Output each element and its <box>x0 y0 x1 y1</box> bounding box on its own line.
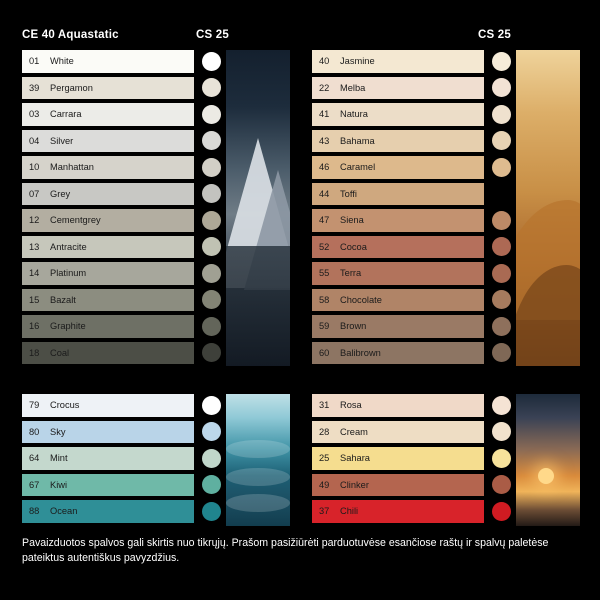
swatch-code: 55 <box>319 268 330 279</box>
swatch-code: 39 <box>29 82 40 93</box>
swatch-name: Rosa <box>340 400 362 411</box>
disclaimer-text: Pavaizduotos spalvos gali skirtis nuo tikrųjų. Prašom pasižiūrėti parduotuvėse esančiose raštų ir spalvų paletėse pateiktus autentiškus pavyzdžius. <box>22 537 549 565</box>
swatch-color-dot <box>492 290 511 309</box>
swatch-bar <box>22 289 194 312</box>
swatch-name: Grey <box>50 188 71 199</box>
swatch-name: Platinum <box>50 268 87 279</box>
swatch-color-dot <box>202 502 221 521</box>
swatch-color-dot <box>202 52 221 71</box>
swatch-bar <box>22 209 194 232</box>
swatch-color-dot <box>492 52 511 71</box>
swatch-code: 58 <box>319 294 330 305</box>
swatch-bar <box>22 447 194 470</box>
swatch-code: 47 <box>319 215 330 226</box>
swatch-bar <box>312 103 484 126</box>
swatch-code: 01 <box>29 56 40 67</box>
swatch-bar <box>312 50 484 73</box>
swatch-name: Coal <box>50 347 70 358</box>
swatch-code: 15 <box>29 294 40 305</box>
sunset-birds-photo <box>516 394 580 526</box>
swatch-name: Cream <box>340 426 368 437</box>
swatch-name: Bazalt <box>50 294 76 305</box>
swatch-bar <box>22 500 194 523</box>
swatch-bar <box>312 209 484 232</box>
swatch-code: 43 <box>319 135 330 146</box>
swatch-code: 37 <box>319 506 330 517</box>
swatch-name: White <box>50 56 74 67</box>
swatch-color-dot <box>202 475 221 494</box>
swatch-color-dot <box>492 184 511 203</box>
swatch-code: 12 <box>29 215 40 226</box>
sun-shape <box>538 468 554 484</box>
swatch-color-dot <box>492 343 511 362</box>
swatch-code: 16 <box>29 321 40 332</box>
swatch-code: 44 <box>319 188 330 199</box>
swatch-color-dot <box>492 78 511 97</box>
swatch-bar <box>22 156 194 179</box>
swatch-color-dot <box>492 211 511 230</box>
swatch-name: Ocean <box>50 506 78 517</box>
swatch-bar <box>22 315 194 338</box>
swatch-code: 18 <box>29 347 40 358</box>
swatch-bar <box>312 289 484 312</box>
swatch-bar <box>22 421 194 444</box>
swatch-bar <box>22 103 194 126</box>
swatch-name: Crocus <box>50 400 80 411</box>
swatch-code: 03 <box>29 109 40 120</box>
swatch-bar <box>22 50 194 73</box>
swatch-code: 07 <box>29 188 40 199</box>
swatch-name: Sahara <box>340 453 370 464</box>
swatch-code: 64 <box>29 453 40 464</box>
swatch-name: Silver <box>50 135 74 146</box>
swatch-color-dot <box>202 158 221 177</box>
swatch-name: Cocoa <box>340 241 367 252</box>
swatch-name: Balibrown <box>340 347 381 358</box>
swatch-name: Melba <box>340 82 366 93</box>
swatch-color-dot <box>202 131 221 150</box>
swatch-name: Carrara <box>50 109 82 120</box>
swatch-bar <box>312 183 484 206</box>
swatch-bar <box>22 394 194 417</box>
swatch-name: Chocolate <box>340 294 382 305</box>
swatch-bar <box>312 262 484 285</box>
swatch-color-dot <box>492 158 511 177</box>
wave-shape-one <box>226 440 290 458</box>
swatch-name: Pergamon <box>50 82 93 93</box>
mountain-foreground-shade <box>226 246 290 366</box>
swatch-bar <box>312 421 484 444</box>
swatch-name: Toffi <box>340 188 357 199</box>
swatch-color-dot <box>492 502 511 521</box>
swatch-bar <box>22 474 194 497</box>
swatch-code: 22 <box>319 82 330 93</box>
swatch-name: Terra <box>340 268 362 279</box>
desert-dunes-photo <box>516 50 580 366</box>
swatch-name: Cementgrey <box>50 215 101 226</box>
swatch-name: Natura <box>340 109 368 120</box>
swatch-bar <box>312 77 484 100</box>
swatch-code: 80 <box>29 426 40 437</box>
swatch-color-dot <box>492 237 511 256</box>
swatch-bar <box>22 342 194 365</box>
swatch-name: Brown <box>340 321 367 332</box>
swatch-code: 41 <box>319 109 330 120</box>
swatch-bar <box>22 262 194 285</box>
swatch-color-dot <box>492 475 511 494</box>
swatch-color-dot <box>202 237 221 256</box>
swatch-name: Jasmine <box>340 56 375 67</box>
swatch-color-dot <box>202 449 221 468</box>
swatch-code: 60 <box>319 347 330 358</box>
wave-shape-three <box>226 494 290 512</box>
swatch-color-dot <box>202 317 221 336</box>
swatch-color-dot <box>202 184 221 203</box>
swatch-name: Bahama <box>340 135 375 146</box>
swatch-code: 49 <box>319 479 330 490</box>
mountain-photo <box>226 50 290 366</box>
swatch-color-dot <box>202 78 221 97</box>
swatch-color-dot <box>492 264 511 283</box>
swatch-color-dot <box>492 449 511 468</box>
swatch-code: 14 <box>29 268 40 279</box>
left-cs-label: CS 25 <box>196 29 229 41</box>
swatch-color-dot <box>202 290 221 309</box>
swatch-name: Mint <box>50 453 68 464</box>
swatch-color-dot <box>202 211 221 230</box>
right-cs-label: CS 25 <box>478 29 511 41</box>
swatch-color-dot <box>202 264 221 283</box>
swatch-code: 88 <box>29 506 40 517</box>
swatch-name: Clinker <box>340 479 369 490</box>
swatch-code: 67 <box>29 479 40 490</box>
swatch-color-dot <box>492 396 511 415</box>
swatch-code: 13 <box>29 241 40 252</box>
left-section-title: CE 40 Aquastatic <box>22 29 119 41</box>
swatch-bar <box>312 130 484 153</box>
swatch-bar <box>22 130 194 153</box>
swatch-bar <box>312 500 484 523</box>
swatch-color-dot <box>202 105 221 124</box>
swatch-code: 79 <box>29 400 40 411</box>
wave-shape-two <box>226 468 290 486</box>
swatch-bar <box>312 394 484 417</box>
ocean-water-photo <box>226 394 290 526</box>
swatch-name: Caramel <box>340 162 376 173</box>
swatch-bar <box>22 77 194 100</box>
swatch-bar <box>312 315 484 338</box>
swatch-name: Graphite <box>50 321 86 332</box>
swatch-code: 59 <box>319 321 330 332</box>
swatch-color-dot <box>492 422 511 441</box>
swatch-color-dot <box>492 131 511 150</box>
swatch-name: Kiwi <box>50 479 68 490</box>
swatch-name: Antracite <box>50 241 87 252</box>
swatch-name: Manhattan <box>50 162 94 173</box>
swatch-color-dot <box>202 422 221 441</box>
swatch-code: 10 <box>29 162 40 173</box>
swatch-bar <box>312 474 484 497</box>
swatch-bar <box>312 342 484 365</box>
swatch-name: Sky <box>50 426 66 437</box>
swatch-code: 28 <box>319 426 330 437</box>
swatch-code: 40 <box>319 56 330 67</box>
swatch-code: 52 <box>319 241 330 252</box>
swatch-bar <box>312 447 484 470</box>
swatch-color-dot <box>202 396 221 415</box>
swatch-color-dot <box>492 105 511 124</box>
swatch-bar <box>312 156 484 179</box>
swatch-bar <box>22 236 194 259</box>
swatch-code: 46 <box>319 162 330 173</box>
swatch-code: 31 <box>319 400 330 411</box>
swatch-name: Siena <box>340 215 364 226</box>
swatch-bar <box>22 183 194 206</box>
swatch-color-dot <box>492 317 511 336</box>
swatch-bar <box>312 236 484 259</box>
swatch-color-dot <box>202 343 221 362</box>
swatch-code: 04 <box>29 135 40 146</box>
swatch-name: Chili <box>340 506 359 517</box>
swatch-code: 25 <box>319 453 330 464</box>
